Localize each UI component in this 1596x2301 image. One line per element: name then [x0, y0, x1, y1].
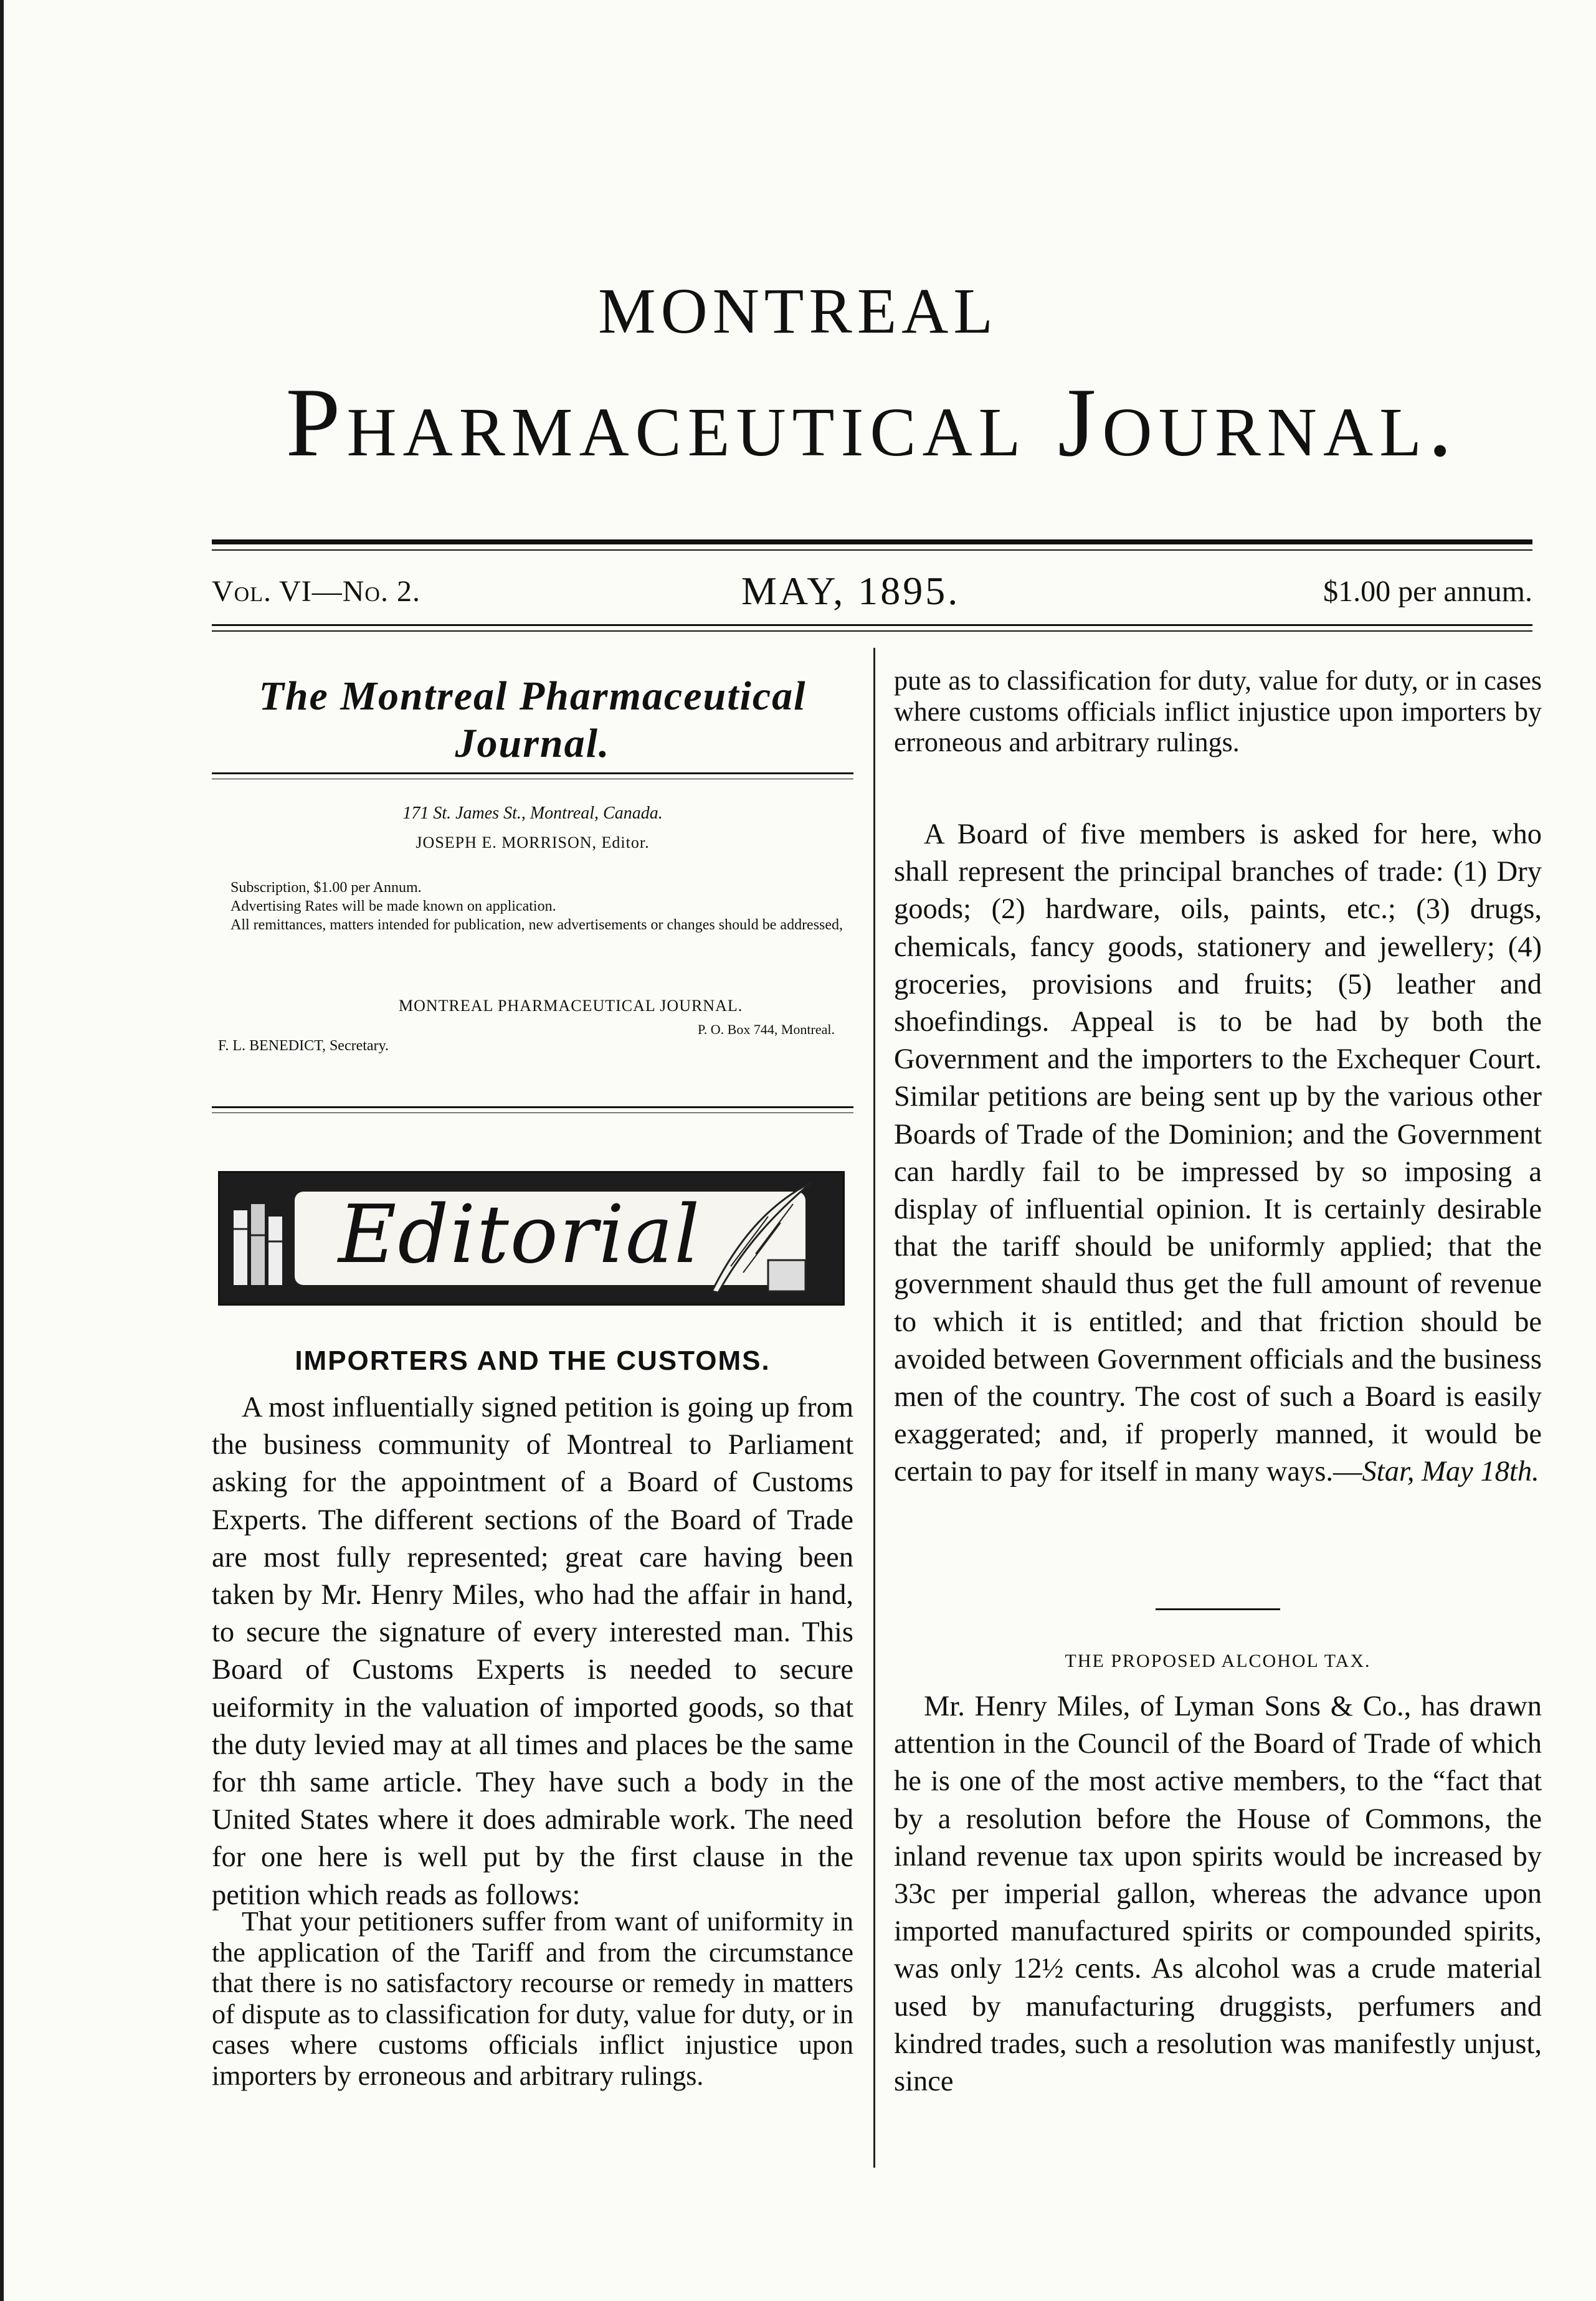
petition-quote-continued	[894, 665, 1542, 758]
column-divider	[873, 648, 875, 2168]
masthead-rule-thin	[212, 549, 1532, 551]
issue-date: MAY, 1895.	[741, 569, 961, 613]
notice-subscription: Subscription, $1.00 per Annum.	[230, 880, 422, 896]
issue-rule-top	[212, 624, 1532, 626]
masthead-title-main: Pharmaceutical Journal.	[285, 368, 1459, 477]
notice-remittances: All remittances, matters intended for publication, new advertisements or changes should be addressed,	[230, 917, 843, 933]
issue-price: $1.00 per annum.	[1323, 575, 1532, 608]
issue-rule-bottom	[212, 630, 1532, 632]
alcohol-tax-body	[894, 1688, 1542, 2100]
petition-quote-continuation: pute as to classification for duty, value for duty, or in cases where customs officials inflict injustice upon importers by erroneous and arbitrary rulings.	[894, 665, 1542, 757]
journal-name-rule	[212, 772, 853, 774]
journal-block-rule	[212, 1106, 853, 1108]
article-body-2	[894, 816, 1542, 1491]
article-paragraph-2	[894, 816, 1542, 1491]
petition-quote	[212, 1906, 853, 2091]
journal-address-to: MONTREAL PHARMACEUTICAL JOURNAL.	[399, 997, 743, 1015]
book-icon	[229, 1198, 291, 1291]
article-separator	[1156, 1608, 1280, 1610]
editorial-word: Editorial	[338, 1188, 701, 1281]
journal-address: 171 St. James St., Montreal, Canada.	[402, 804, 663, 823]
journal-notices	[230, 878, 853, 934]
article-headline: IMPORTERS AND THE CUSTOMS.	[295, 1345, 771, 1376]
article-paragraph-2-text: A Board of five members is asked for here, who shall represent the principal branches of trade: (1) Dry goods; (2) hardware, oils, paints, etc.; (3) drugs, chemicals, fancy goods, stationery and jewellery; (4) groceries, provisions and fruits; (5) leather and shoefindings. Appeal is to be had by both the Government and the importers to the Exchequer Court. Similar petitions are being sent up by the various other Boards of Trade of the Dominion; and the Government can hardly fail to be impressed by so imposing a display of influential opinion. It is certainly desirable that the tariff should be uniformly applied; that the government shauld thus get the full amount of revenue to which it is entitled; and that friction should be avoided between Government officials and the business men of the country. The cost of such a Board is easily exaggerated; and, if properly manned, it would be certain to pay for itself in many ways.—	[894, 818, 1542, 1488]
journal-editor: JOSEPH E. MORRISON, Editor.	[416, 833, 650, 852]
article-body-1	[212, 1389, 853, 1914]
journal-name-blackletter: The Montreal Pharmaceutical Journal.	[259, 673, 807, 766]
right-column	[894, 635, 1542, 2168]
quill-icon	[693, 1179, 818, 1298]
journal-secretary: F. L. BENEDICT, Secretary.	[218, 1038, 389, 1054]
issue-line	[212, 568, 1532, 618]
notice-advertising: Advertising Rates will be made known on application.	[230, 898, 556, 914]
article-paragraph: A most influentially signed petition is going up from the business community of Montreal to Parliament asking for the appointment of a Board of Customs Experts. The different sections of the Board of Trade are most fully represented; great care having been taken by Mr. Henry Miles, who had the affair in hand, to secure the signature of every interested man. This Board of Customs Experts is needed to secure ueiformity in the valuation of imported goods, so that the duty levied may at all times and places be the same for thh same article. They have such a body in the United States where it does admirable work. The need for one here is well put by the first clause in the petition which reads as follows:	[212, 1392, 853, 1911]
alcohol-tax-paragraph: Mr. Henry Miles, of Lyman Sons & Co., has drawn attention in the Council of the Board of Trade of which he is one of the most active members, to the “fact that by a resolution before the House of Commons, the inland revenue tax upon spirits would be increased by 33c per imperial gallon, whereas the advance upon imported manufactured spirits or compounded spirits, was only 12½ cents. As alcohol was a crude material used by manufacturing druggists, perfumers and kindred trades, such a resolution was manifestly unjust, since	[894, 1691, 1542, 2098]
petition-quote-paragraph: That your petitioners suffer from want of uniformity in the application of the Tariff and from the circumstance that there is no satisfactory recourse or remedy in matters of dispute as to classification for duty, value for duty, or in cases where customs officials inflict injustice upon importers by erroneous and arbitrary rulings.	[212, 1906, 853, 2091]
journal-po-box: P. O. Box 744, Montreal.	[698, 1022, 835, 1037]
issue-volume: Vol. VI—No. 2.	[212, 575, 420, 608]
alcohol-tax-headline: THE PROPOSED ALCOHOL TAX.	[1065, 1651, 1371, 1671]
editorial-banner	[218, 1171, 845, 1306]
masthead-rule-thick	[212, 539, 1532, 544]
left-column	[212, 635, 853, 2168]
masthead-title-top: MONTREAL	[598, 275, 998, 347]
article-source: Star, May 18th.	[1362, 1456, 1539, 1488]
